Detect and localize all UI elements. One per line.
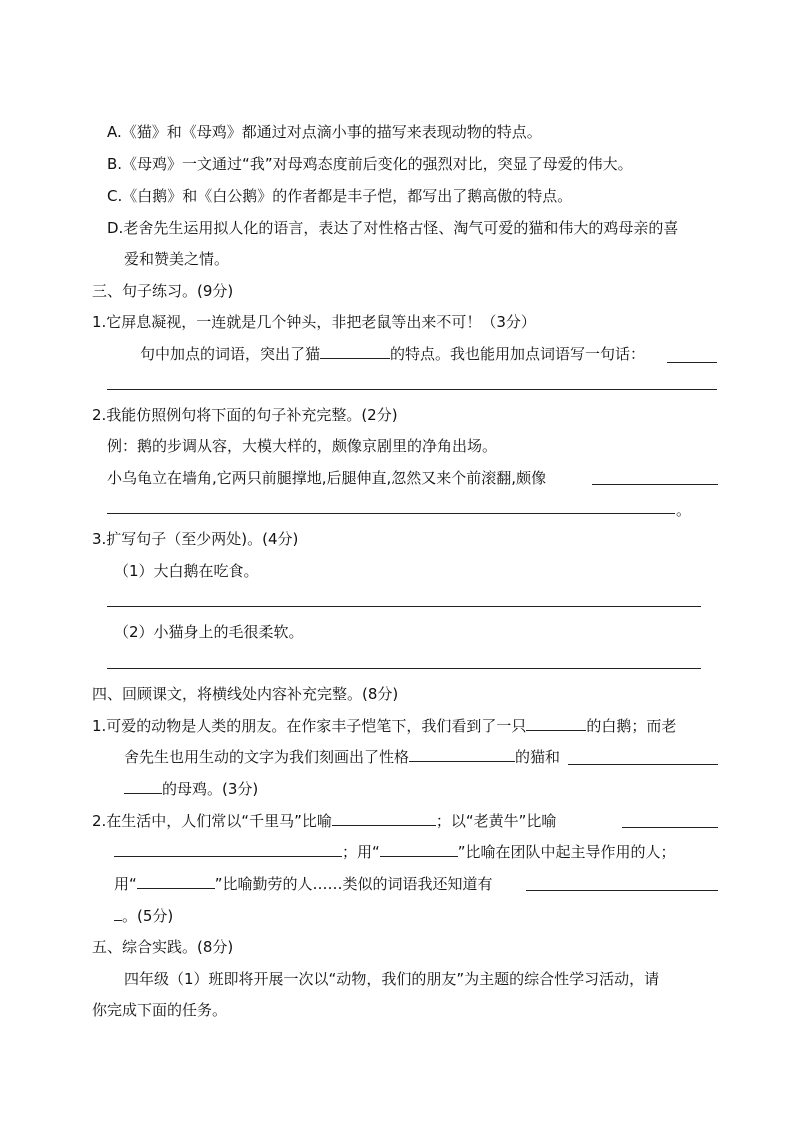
s4-q2-line4 bbox=[114, 906, 173, 926]
option-d-line1: D.老舍先生运用拟人化的语言，表达了对性格古怪、淘气可爱的猫和伟大的鸡母亲的喜 bbox=[107, 219, 679, 237]
answer-line[interactable] bbox=[107, 668, 701, 669]
s3-q1-prompt-b: 的特点。我也能用加点词语写一句话： bbox=[390, 345, 646, 363]
answer-line[interactable] bbox=[622, 827, 718, 828]
answer-line[interactable] bbox=[107, 389, 717, 390]
s5-para-line2: 你完成下面的任务。 bbox=[92, 1001, 228, 1019]
s4-q1-text: 舍先生也用生动的文字为我们刻画出了性格 bbox=[124, 748, 410, 766]
s4-q2-text: ；以“老黄牛”比喻 bbox=[435, 812, 557, 830]
s3-q2-stem: 2.我能仿照例句将下面的句子补充完整。(2分) bbox=[92, 406, 398, 424]
s4-q1-text: 的猫和 bbox=[515, 748, 561, 766]
answer-line[interactable] bbox=[667, 362, 717, 363]
answer-line[interactable] bbox=[526, 890, 718, 891]
section5-title: 五、综合实践。(8分) bbox=[92, 938, 234, 956]
s4-q2-text: 。(5分) bbox=[122, 907, 174, 925]
answer-blank-leader[interactable] bbox=[380, 842, 458, 857]
s4-q2-text: ”比喻勤劳的人……类似的词语我还知道有 bbox=[214, 875, 493, 893]
s3-q3-stem: 3.扩写句子（至少两处)。(4分) bbox=[92, 530, 299, 548]
answer-blank-goose[interactable] bbox=[526, 716, 586, 731]
option-d-line2: 爱和赞美之情。 bbox=[124, 250, 230, 268]
s4-q2-line1 bbox=[92, 811, 556, 831]
s4-q2-text: 用“ bbox=[114, 875, 137, 893]
answer-blank-cat-trait[interactable] bbox=[320, 344, 390, 359]
s3-q2-sentence: 小乌龟立在墙角,它两只前腿撑地,后腿伸直,忽然又来个前滚翻,颇像 bbox=[107, 469, 547, 487]
s4-q2-line2 bbox=[114, 842, 676, 862]
option-c: C.《白鹅》和《白公鹅》的作者都是丰子恺，都写出了鹅高傲的特点。 bbox=[107, 187, 573, 205]
s4-q2-text: 2.在生活中，人们常以“千里马”比喻 bbox=[92, 812, 332, 830]
answer-blank-laohuangniu[interactable] bbox=[114, 842, 342, 857]
s3-q1-prompt-a: 句中加点的词语，突出了猫 bbox=[140, 345, 321, 363]
answer-blank-hen[interactable] bbox=[124, 779, 162, 794]
answer-blank-similar-words[interactable] bbox=[114, 906, 122, 921]
s5-para-line1: 四年级（1）班即将开展一次以“动物，我们的朋友”为主题的综合性学习活动，请 bbox=[124, 970, 660, 988]
option-b: B.《母鸡》一文通过“我”对母鸡态度前后变化的强烈对比，突显了母爱的伟大。 bbox=[107, 155, 633, 173]
s4-q1-text: 的母鸡。(3分) bbox=[162, 780, 259, 798]
s3-q3-item1: （1）大白鹅在吃食。 bbox=[114, 562, 259, 580]
s4-q1-text: 的白鹅；而老 bbox=[586, 717, 677, 735]
s3-q2-end-mark: 。 bbox=[676, 501, 692, 519]
answer-blank-cat-character[interactable] bbox=[409, 747, 515, 762]
s4-q1-line1 bbox=[92, 716, 676, 736]
s3-q1-prompt bbox=[140, 344, 645, 364]
s3-q1-stem: 1.它屏息凝视，一连就是几个钟头，非把老鼠等出来不可！（3分） bbox=[92, 313, 536, 331]
s3-q3-item2: （2）小猫身上的毛很柔软。 bbox=[114, 623, 304, 641]
s4-q1-text: 1.可爱的动物是人类的朋友。在作家丰子恺笔下，我们看到了一只 bbox=[92, 717, 527, 735]
answer-blank-qianlima[interactable] bbox=[332, 811, 436, 826]
s4-q2-text: ；用“ bbox=[342, 843, 380, 861]
answer-line[interactable] bbox=[107, 513, 675, 514]
s4-q1-line2 bbox=[124, 747, 560, 767]
section4-title: 四、回顾课文，将横线处内容补充完整。(8分) bbox=[92, 685, 399, 703]
section3-title: 三、句子练习。(9分) bbox=[92, 282, 234, 300]
option-a: A.《猫》和《母鸡》都通过对点滴小事的描写来表现动物的特点。 bbox=[107, 123, 542, 141]
s4-q2-text: ”比喻在团队中起主导作用的人； bbox=[457, 843, 676, 861]
answer-blank-diligent[interactable] bbox=[137, 874, 215, 889]
answer-line[interactable] bbox=[107, 606, 701, 607]
s3-q2-example: 例：鹅的步调从容，大模大样的，颇像京剧里的净角出场。 bbox=[107, 437, 498, 455]
answer-line[interactable] bbox=[592, 484, 718, 485]
s4-q1-line3 bbox=[124, 779, 258, 799]
s4-q2-line3 bbox=[114, 874, 493, 894]
answer-line[interactable] bbox=[568, 764, 718, 765]
